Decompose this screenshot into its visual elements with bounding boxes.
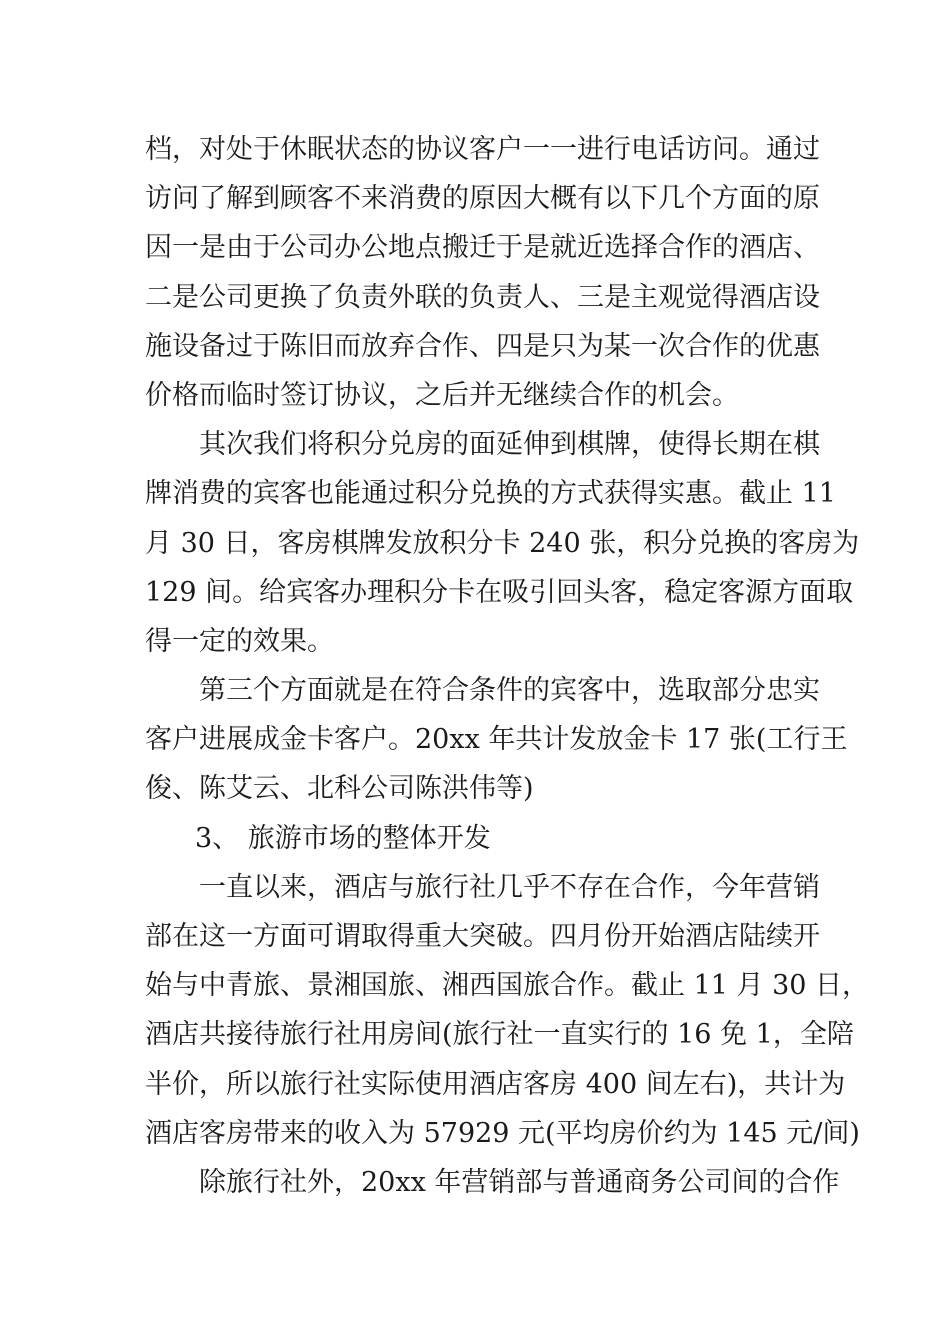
text-line: 客户进展成金卡客户。20xx 年共计发放金卡 17 张(工行王	[145, 724, 848, 756]
text-line: 酒店共接待旅行社用房间(旅行社一直实行的 16 免 1，全陪	[145, 1019, 854, 1051]
text-line: 129 间。给宾客办理积分卡在吸引回头客，稳定客源方面取	[145, 576, 854, 608]
document-body	[145, 125, 870, 1207]
text-line: 俊、陈艾云、北科公司陈洪伟等)	[145, 773, 534, 805]
text-line: 月 30 日，客房棋牌发放积分卡 240 张，积分兑换的客房为	[145, 527, 860, 559]
text-line: 始与中青旅、景湘国旅、湘西国旅合作。截止 11 月 30 日，	[145, 970, 870, 1002]
paragraph-start-line: 一直以来，酒店与旅行社几乎不存在合作，今年营销	[199, 871, 820, 903]
text-line: 因一是由于公司办公地点搬迁于是就近选择合作的酒店、	[145, 232, 820, 264]
text-line: 访问了解到顾客不来消费的原因大概有以下几个方面的原	[145, 183, 820, 215]
section-heading: 3、 旅游市场的整体开发	[195, 822, 491, 854]
text-line: 二是公司更换了负责外联的负责人、三是主观觉得酒店设	[145, 281, 820, 313]
text-line: 档，对处于休眠状态的协议客户一一进行电话访问。通过	[145, 134, 820, 165]
text-line: 牌消费的宾客也能通过积分兑换的方式获得实惠。截止 11	[145, 478, 836, 510]
paragraph-start-line: 第三个方面就是在符合条件的宾客中，选取部分忠实	[199, 675, 820, 707]
text-line: 施设备过于陈旧而放弃合作、四是只为某一次合作的优惠	[145, 330, 820, 362]
paragraph-start-line: 其次我们将积分兑房的面延伸到棋牌，使得长期在棋	[199, 429, 820, 461]
text-line: 得一定的效果。	[145, 625, 334, 657]
text-line: 半价，所以旅行社实际使用酒店客房 400 间左右)，共计为	[145, 1068, 846, 1100]
text-line: 价格而临时签订协议，之后并无继续合作的机会。	[145, 379, 739, 411]
text-line: 部在这一方面可谓取得重大突破。四月份开始酒店陆续开	[145, 921, 820, 952]
text-line: 酒店客房带来的收入为 57929 元(平均房价约为 145 元/间)	[145, 1117, 860, 1149]
paragraph-start-line: 除旅行社外，20xx 年营销部与普通商务公司间的合作	[199, 1166, 840, 1198]
